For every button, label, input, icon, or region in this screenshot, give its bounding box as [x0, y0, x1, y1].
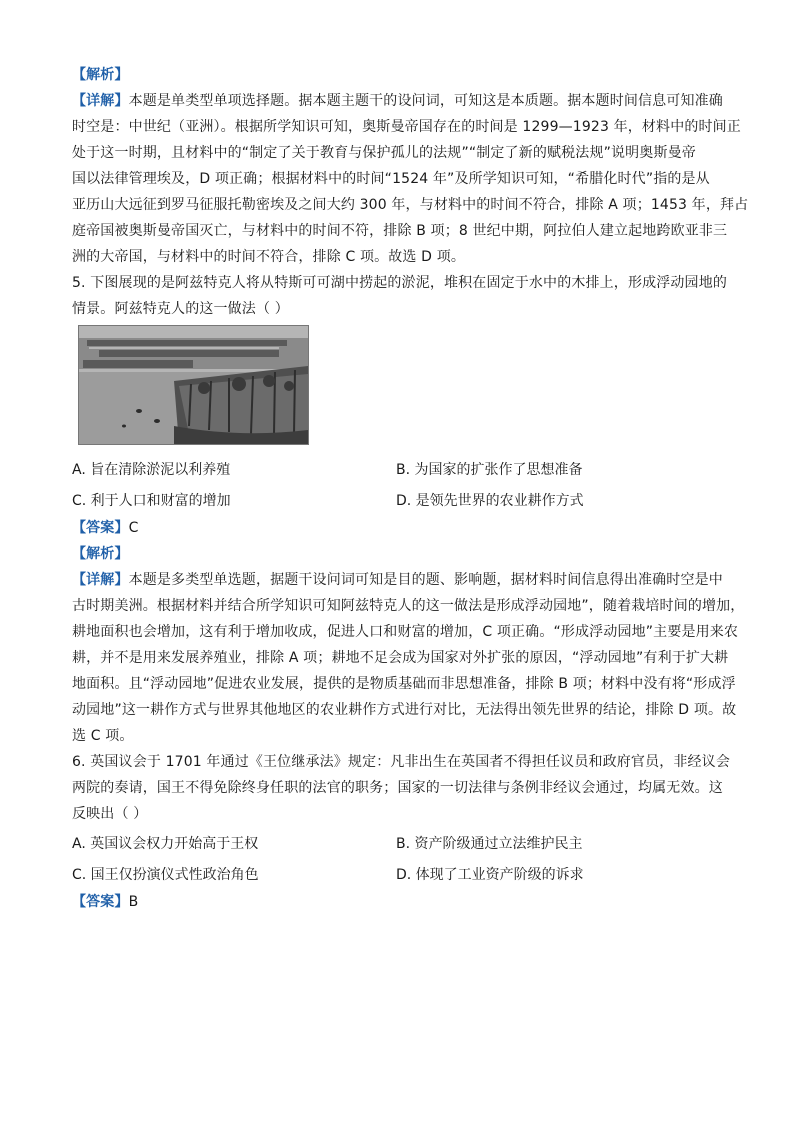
- q5-option-b[interactable]: B. 为国家的扩张作了思想准备: [396, 461, 583, 478]
- stem-line: 5. 下图展现的是阿兹特克人将从特斯可可湖中捞起的淤泥，堆积在固定于水中的木排上，形成浮动园地的: [72, 275, 728, 291]
- answer-tag: 【答案】: [72, 894, 129, 910]
- stem-line: 6. 英国议会于 1701 年通过《王位继承法》规定：凡非出生在英国者不得担任议员和政府官员，非经议会: [72, 754, 730, 770]
- detail-line: 洲的大帝国，与材料中的时间不符合，排除 C 项。故选 D 项。: [72, 249, 466, 265]
- detail-line: 动园地”这一耕作方式与世界其他地区的农业耕作方式进行对比，无法得出领先世界的结论，排除 D 项。故: [72, 702, 737, 718]
- q5-stem: [72, 270, 728, 322]
- detail-line: 古时期美洲。根据材料并结合所学知识可知阿兹特克人的这一做法是形成浮动园地”，随着栽培时间的增加，: [72, 598, 745, 614]
- stem-line: 反映出（ ）: [72, 806, 148, 822]
- q6-answer: [72, 889, 724, 915]
- detail-line: 地面积。且“浮动园地”促进农业发展，提供的是物质基础而非思想准备，排除 B 项；材料中没有将“形成浮: [72, 676, 736, 692]
- analysis-tag: 【解析】: [72, 546, 129, 562]
- analysis-heading: [72, 62, 724, 88]
- detail-line: 庭帝国被奥斯曼帝国灭亡，与材料中的时间不符，排除 B 项；8 世纪中期，阿拉伯人建立起地跨欧亚非三: [72, 223, 728, 239]
- analysis-heading: [72, 541, 724, 567]
- detail-line: 国以法律管理埃及，D 项正确；根据材料中的时间“1524 年”及所学知识可知，“希腊化时代”指的是从: [72, 171, 710, 187]
- document-page: [72, 62, 749, 915]
- detail-line: [72, 88, 724, 114]
- detail-line: 时空是：中世纪（亚洲）。根据所学知识可知，奥斯曼帝国存在的时间是 1299—1923 年，材料中的时间正: [72, 119, 741, 135]
- q6-options-row-1: [72, 827, 724, 858]
- stem-line: 两院的奏请，国王不得免除终身任职的法官的职务；国家的一切法律与条例非经议会通过，均属无效。这: [72, 780, 723, 796]
- chinampa-floating-garden-photo: [78, 325, 309, 445]
- detail-line: 亚历山大远征到罗马征服托勒密埃及之间大约 300 年，与材料中的时间不符合，排除 A 项；1453 年，拜占: [72, 197, 749, 213]
- q5-answer: [72, 515, 724, 541]
- q5-option-d[interactable]: D. 是领先世界的农业耕作方式: [396, 492, 584, 509]
- answer-value: B: [128, 894, 139, 910]
- stem-line: 情景。阿兹特克人的这一做法（ ）: [72, 301, 289, 317]
- q5-detail-paragraph: [72, 567, 745, 749]
- q6-options-row-2: [72, 858, 724, 889]
- q6-option-d[interactable]: D. 体现了工业资产阶级的诉求: [396, 866, 584, 883]
- detail-text: 本题是多类型单选题，据题干设问词可知是目的题、影响题，据材料时间信息得出准确时空是中: [128, 572, 723, 588]
- answer-value: C: [128, 520, 139, 536]
- detail-line: 处于这一时期，且材料中的“制定了关于教育与保护孤儿的法规”“制定了新的赋税法规”说明奥斯曼帝: [72, 145, 696, 161]
- q6-option-a[interactable]: A. 英国议会权力开始高于王权: [72, 835, 259, 852]
- detail-line: 选 C 项。: [72, 728, 134, 744]
- photo-illustration: [79, 326, 308, 444]
- q5-option-c[interactable]: C. 利于人口和财富的增加: [72, 492, 231, 509]
- q6-option-b[interactable]: B. 资产阶级通过立法维护民主: [396, 835, 583, 852]
- q6-option-c[interactable]: C. 国王仅扮演仪式性政治角色: [72, 866, 259, 883]
- q5-options-row-1: [72, 453, 724, 484]
- q5-options-row-2: [72, 484, 724, 515]
- detail-line: 耕，并不是用来发展养殖业，排除 A 项；耕地不足会成为国家对外扩张的原因，“浮动园地”有利于扩大耕: [72, 650, 729, 666]
- detail-tag: 【详解】: [72, 93, 129, 109]
- q5-option-a[interactable]: A. 旨在清除淤泥以利养殖: [72, 461, 231, 478]
- detail-line: 耕地面积也会增加，这有利于增加收成，促进人口和财富的增加，C 项正确。“形成浮动园地”主要是用来农: [72, 624, 739, 640]
- q6-stem: [72, 749, 730, 827]
- detail-tag: 【详解】: [72, 572, 129, 588]
- detail-text: 本题是单类型单项选择题。据本题主题干的设问词，可知这是本质题。据本题时间信息可知准确: [128, 93, 723, 109]
- analysis-tag: 【解析】: [72, 67, 129, 83]
- detail-line: [72, 567, 724, 593]
- answer-tag: 【答案】: [72, 520, 129, 536]
- q4-detail-paragraph: [72, 88, 749, 270]
